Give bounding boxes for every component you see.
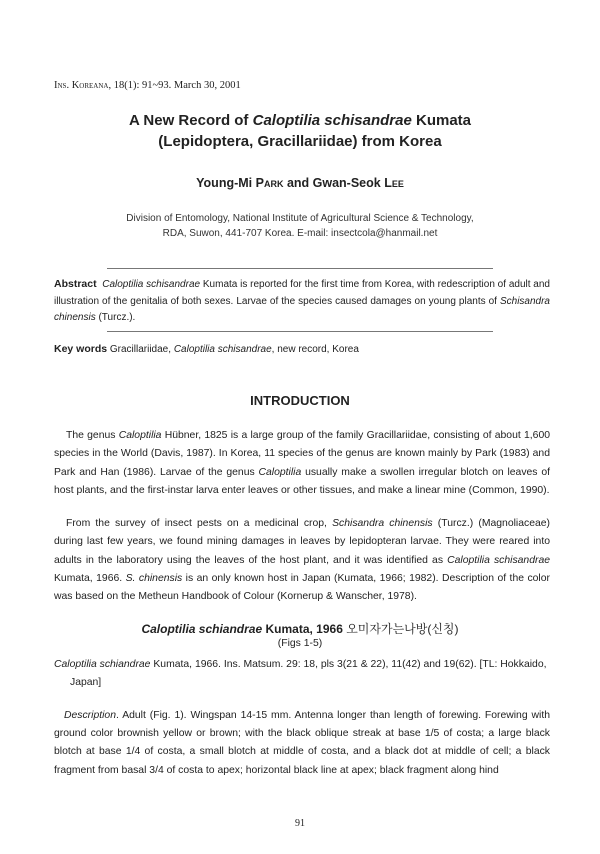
abstract-text: (Turcz.).: [95, 312, 136, 323]
para-host: Schisandra chinensis: [332, 518, 433, 529]
para-species: Caloptilia schisandrae: [447, 554, 551, 566]
section-heading-introduction: INTRODUCTION: [250, 393, 350, 408]
page-number: 91: [295, 818, 305, 829]
keywords-text: , new record, Korea: [271, 344, 359, 355]
abstract-host: Schisandra chinensis: [54, 295, 550, 323]
para-text: From the survey of insect pests on a medicinal crop,: [66, 518, 333, 529]
para-genus: Caloptilia: [118, 430, 162, 441]
ref-species: Caloptilia schiandrae: [54, 659, 151, 670]
abstract-species: Caloptilia schisandrae: [102, 279, 201, 290]
para-genus: Caloptilia: [258, 466, 302, 478]
title-text: Kumata: [411, 112, 472, 129]
para-text: The genus: [66, 430, 119, 441]
title-species: Caloptilia schisandrae: [252, 112, 412, 129]
para-text: is an only known host in Japan (Kumata, 1966; 1982). Description of the color was based on the Metheun Handbook of Colour (Kornerup & Wanscher, 1978).: [54, 572, 550, 603]
intro-paragraph-1: [54, 427, 550, 500]
title-text: A New Record of: [128, 112, 253, 129]
abstract: [54, 276, 550, 327]
intro-paragraph-2: [54, 515, 550, 606]
species-korean-name: 오미자가는나방(신칭): [346, 622, 459, 636]
para-text: (Turcz.) (Magnoliaceae) during last few years, we found mining damages in leaves by lepidopteran larvae. They were reared into adults in the laboratory using the leaves of the host plant, and it was identified as: [54, 518, 550, 566]
keywords-label: Key words: [54, 343, 108, 355]
para-text: Kumata, 1966.: [54, 572, 126, 584]
author-given: Young-Mi: [196, 176, 256, 190]
paper-title-line-1: [0, 110, 600, 131]
author-list: [0, 176, 600, 190]
affiliation-line: Division of Entomology, National Institute of Agricultural Science & Technology,: [126, 213, 474, 224]
affiliation-line: RDA, Suwon, 441-707 Korea. E-mail: insectcola@hanmail.net: [162, 228, 438, 239]
abstract-label: Abstract: [54, 278, 97, 290]
description-text: . Adult (Fig. 1). Wingspan 14-15 mm. Antenna longer than length of forewing. Forewing with ground color brownish yellow or brown; with the black oblique streak at base 1/5 of costa; a large black blotch at base 1/4 of costa, a small blotch at middle of costa, and a black dot at middle of cell; a black fragment from basal 3/4 of costa to apex; horizontal black line at apex; black fragment along hind: [54, 710, 550, 776]
para-species: S. chinensis: [125, 572, 183, 584]
description-label: Description: [64, 710, 116, 721]
journal-name: Ins. Koreana: [54, 80, 109, 91]
species-name: Caloptilia schiandrae: [141, 622, 263, 636]
abstract-bottom-rule: [107, 331, 493, 332]
taxonomic-reference: [54, 656, 550, 692]
journal-citation: [54, 80, 241, 91]
author-conjunction: and: [283, 176, 313, 190]
keywords: [54, 343, 550, 355]
species-heading: [0, 620, 600, 637]
description-paragraph: [54, 707, 550, 780]
author-family: Park: [255, 176, 284, 190]
para-text: Hübner, 1825 is a large group of the family Gracillariidae, consisting of about 1,600 species in the World (Davis, 1987). In Korea, 11 species of the genus are known mainly by Park (1983) and Park and Han (1986). Larvae of the genus: [54, 430, 550, 478]
para-text: usually make a swollen irregular blotch on leaves of host plants, and the first-instar larva enter leaves or other tissues, and make a linear mine (Common, 1990).: [54, 466, 550, 496]
abstract-text: Kumata is reported for the first time from Korea, with redescription of adult and illustration of the genitalia of both sexes. Larvae of the species caused damages on young plants of: [54, 279, 550, 307]
author-given: Gwan-Seok: [312, 176, 385, 190]
figure-reference: (Figs 1-5): [277, 638, 323, 649]
author-family: Lee: [384, 176, 404, 190]
keywords-text: Gracillariidae,: [107, 344, 174, 355]
species-author: Kumata, 1966: [262, 622, 347, 636]
paper-title-line-2: (Lepidoptera, Gracillariidae) from Korea: [158, 133, 442, 150]
ref-text: Kumata, 1966. Ins. Matsum. 29: 18, pls 3(21 & 22), 11(42) and 19(62). [TL: Hokkaido, Japan]: [70, 659, 547, 688]
citation-details: , 18(1): 91~93. March 30, 2001: [108, 80, 241, 91]
keywords-species: Caloptilia schisandrae: [173, 344, 272, 355]
affiliation: [60, 211, 540, 241]
abstract-top-rule: [107, 268, 493, 269]
